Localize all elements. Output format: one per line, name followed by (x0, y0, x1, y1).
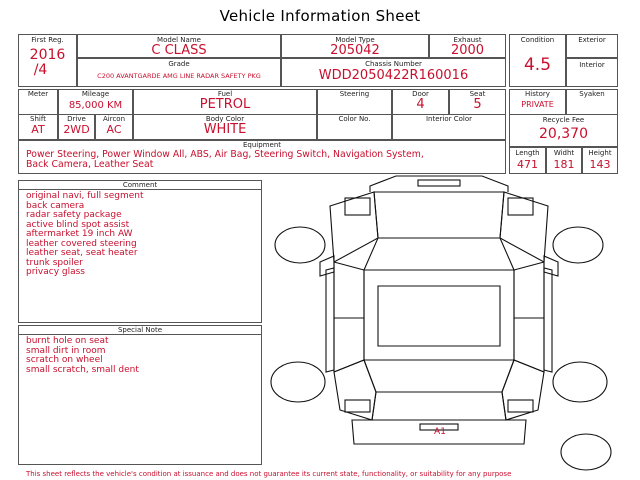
first-reg-month: /4 (33, 62, 48, 78)
wheel-front-left-top (275, 227, 325, 263)
aircon-value: AC (106, 123, 122, 136)
exhaust-value: 2000 (450, 43, 485, 58)
recycle-fee-label: Recycle Fee (542, 116, 585, 124)
length-label: Length (515, 149, 540, 157)
front-door-right (514, 262, 544, 318)
history-label: History (525, 90, 550, 98)
chassis-number-label: Chassis Number (365, 60, 422, 68)
chassis-number-value: WDD2050422R160016 (318, 68, 469, 83)
length-value: 471 (517, 158, 538, 171)
interior-label: Interior (579, 61, 605, 69)
seat-value: 5 (473, 97, 482, 112)
equipment-label: Equipment (243, 141, 281, 149)
width-value: 181 (553, 158, 575, 171)
wheel-rear-right (553, 362, 607, 402)
front-fender-right (500, 192, 548, 262)
comment-line: trunk spoiler (26, 257, 83, 268)
sheet-title: Vehicle Information Sheet (219, 7, 421, 25)
comment-line: active blind spot assist (26, 219, 130, 230)
front-door-left (334, 262, 364, 318)
door-label: Door (412, 90, 429, 98)
special-note-label: Special Note (117, 326, 163, 334)
special-note-line: burnt hole on seat (26, 336, 109, 346)
exterior-label: Exterior (578, 36, 606, 44)
mirror-right (544, 256, 558, 276)
sill-right (544, 268, 552, 372)
comment-label: Comment (122, 181, 158, 189)
model-type-label: Model Type (335, 36, 375, 44)
comment-line: back camera (26, 200, 85, 211)
exhaust-label: Exhaust (453, 36, 482, 44)
recycle-fee-value: 20,370 (539, 126, 588, 142)
rear-door-right (514, 318, 544, 372)
model-name-label: Model Name (157, 36, 201, 44)
drive-label: Drive (67, 115, 86, 123)
model-type-value: 205042 (330, 43, 380, 58)
body-color-value: WHITE (203, 122, 247, 137)
equipment-line: Back Camera, Leather Seat (26, 158, 154, 170)
grade-value: C200 AVANTGARDE AMG LINE RADAR SAFETY PKG (97, 72, 261, 80)
comment-line: radar safety package (26, 210, 122, 220)
sill-left (326, 268, 334, 372)
windshield (364, 238, 514, 270)
color-no-label: Color No. (338, 115, 371, 123)
model-name-value: C CLASS (151, 43, 207, 58)
drive-value: 2WD (63, 123, 90, 136)
fuel-label: Fuel (217, 90, 233, 98)
height-value: 143 (589, 158, 611, 171)
condition-label: Condition (520, 36, 555, 44)
seat-label: Seat (469, 90, 486, 98)
condition-value: 4.5 (523, 55, 552, 75)
mileage-value: 85,000 KM (68, 100, 123, 111)
special-note-line: scratch on wheel (26, 355, 103, 365)
taillight-right (508, 400, 533, 412)
first-reg-year: 2016 (29, 47, 66, 63)
spare-tire (561, 434, 611, 470)
interior-color-label: Interior Color (425, 115, 473, 123)
height-label: Height (588, 149, 612, 157)
aircon-label: Aircon (102, 115, 126, 123)
mileage-label: Mileage (81, 90, 110, 98)
comment-line: leather seat, seat heater (26, 248, 138, 258)
bonnet (374, 192, 504, 238)
damage-mark-a1: A1 (434, 427, 446, 437)
shift-value: AT (31, 123, 45, 136)
body-color-label: Body Color (205, 115, 245, 123)
front-bumper (370, 176, 508, 192)
wheel-front-right-top (553, 227, 603, 263)
door-value: 4 (416, 97, 425, 112)
first-reg-label: First Reg. (31, 36, 64, 44)
disclaimer-footer: This sheet reflects the vehicle's condition at issuance and does not guarantee its current state, functionality, or suitability for any purpose (26, 470, 512, 478)
syaken-label: Syaken (579, 90, 605, 98)
wheel-rear-left (271, 362, 325, 402)
rear-window (364, 360, 514, 392)
history-value: PRIVATE (521, 100, 554, 109)
shift-label: Shift (30, 115, 46, 123)
comment-line: leather covered steering (26, 238, 137, 249)
special-note-line: small scratch, small dent (26, 364, 139, 375)
front-fender-left (330, 192, 378, 262)
steering-label: Steering (339, 90, 370, 98)
trunk-lid (372, 392, 506, 420)
roof-inner (378, 286, 500, 346)
taillight-left (345, 400, 370, 412)
comment-line: aftermarket 19 inch AW (26, 229, 133, 239)
special-note-line: small dirt in room (26, 345, 106, 356)
equipment-line: Power Steering, Power Window All, ABS, Air Bag, Steering Switch, Navigation System, (26, 149, 424, 160)
front-plate (418, 180, 460, 186)
meter-label: Meter (27, 90, 49, 98)
grade-label: Grade (168, 60, 190, 68)
width-label: Widht (553, 149, 575, 157)
mirror-left (320, 256, 334, 276)
rear-door-left (334, 318, 364, 372)
fuel-value: PETROL (199, 97, 251, 112)
comment-line: original navi, full segment (26, 191, 144, 201)
comment-line: privacy glass (26, 267, 85, 277)
